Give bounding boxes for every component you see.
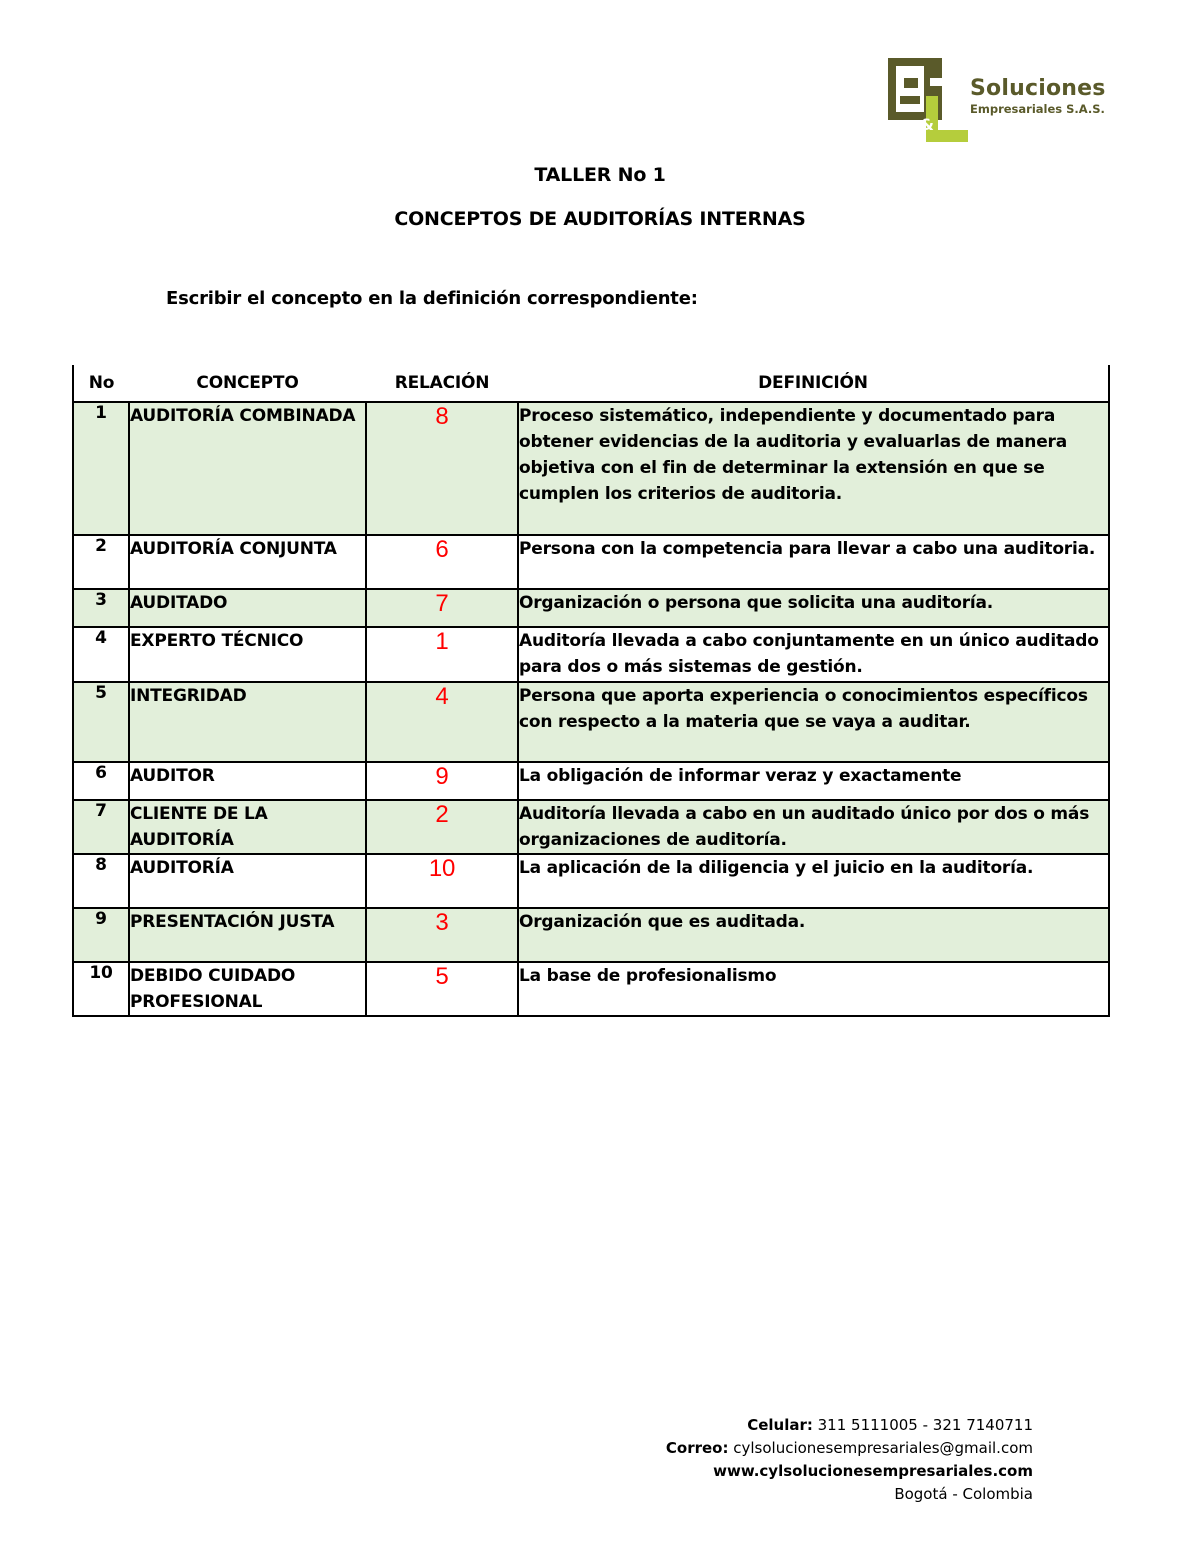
row-concept: AUDITADO xyxy=(129,589,366,627)
row-concept: AUDITORÍA CONJUNTA xyxy=(129,535,366,589)
company-logo xyxy=(886,56,1116,142)
row-relation-answer: 9 xyxy=(366,762,518,800)
row-relation-answer: 3 xyxy=(366,908,518,962)
email-address[interactable]: cylsolucionesempresariales@gmail.com xyxy=(733,1439,1033,1457)
phone-label: Celular: xyxy=(747,1416,813,1434)
row-number: 7 xyxy=(73,800,129,854)
header-no: No xyxy=(73,365,129,402)
row-concept: INTEGRIDAD xyxy=(129,682,366,762)
row-concept: AUDITOR xyxy=(129,762,366,800)
row-relation-answer: 4 xyxy=(366,682,518,762)
row-definition: Persona que aporta experiencia o conocimientos específicos con respecto a la materia que se vaya a auditar. xyxy=(518,682,1109,762)
row-definition: Auditoría llevada a cabo conjuntamente en un único auditado para dos o más sistemas de gestión. xyxy=(518,627,1109,682)
page-subtitle: CONCEPTOS DE AUDITORÍAS INTERNAS xyxy=(394,208,806,230)
table-row xyxy=(73,854,1109,908)
instruction-text: Escribir el concepto en la definición correspondiente: xyxy=(166,288,698,309)
page-title: TALLER No 1 xyxy=(534,164,666,186)
row-number: 9 xyxy=(73,908,129,962)
header-concepto: CONCEPTO xyxy=(129,365,366,402)
row-concept: EXPERTO TÉCNICO xyxy=(129,627,366,682)
row-number: 5 xyxy=(73,682,129,762)
table-header-row xyxy=(73,365,1109,402)
puzzle-logo-icon xyxy=(886,56,970,142)
email-line xyxy=(666,1437,1033,1460)
row-concept: PRESENTACIÓN JUSTA xyxy=(129,908,366,962)
table-row xyxy=(73,962,1109,1016)
svg-text:&: & xyxy=(920,115,934,134)
table-row xyxy=(73,762,1109,800)
website-link[interactable]: www.cylsolucionesempresariales.com xyxy=(713,1462,1033,1480)
row-number: 4 xyxy=(73,627,129,682)
row-relation-answer: 7 xyxy=(366,589,518,627)
row-relation-answer: 2 xyxy=(366,800,518,854)
phone-line xyxy=(666,1414,1033,1437)
row-relation-answer: 1 xyxy=(366,627,518,682)
table-row xyxy=(73,589,1109,627)
row-definition: La aplicación de la diligencia y el juicio en la auditoría. xyxy=(518,854,1109,908)
phone-numbers: 311 5111005 - 321 7140711 xyxy=(817,1416,1033,1434)
location-text: Bogotá - Colombia xyxy=(894,1485,1033,1503)
row-number: 10 xyxy=(73,962,129,1016)
row-concept: AUDITORÍA xyxy=(129,854,366,908)
row-relation-answer: 6 xyxy=(366,535,518,589)
row-concept: CLIENTE DE LA AUDITORÍA xyxy=(129,800,366,854)
row-number: 2 xyxy=(73,535,129,589)
header-definicion: DEFINICIÓN xyxy=(518,365,1109,402)
row-definition: Organización que es auditada. xyxy=(518,908,1109,962)
row-number: 1 xyxy=(73,402,129,535)
row-relation-answer: 5 xyxy=(366,962,518,1016)
row-definition: La base de profesionalismo xyxy=(518,962,1109,1016)
row-definition: Organización o persona que solicita una auditoría. xyxy=(518,589,1109,627)
table-row xyxy=(73,535,1109,589)
concepts-table xyxy=(72,365,1110,1017)
logo-name: Soluciones xyxy=(970,76,1106,101)
table-row xyxy=(73,800,1109,854)
row-definition: Persona con la competencia para llevar a cabo una auditoria. xyxy=(518,535,1109,589)
contact-footer xyxy=(666,1414,1033,1506)
table-row xyxy=(73,908,1109,962)
row-concept: AUDITORÍA COMBINADA xyxy=(129,402,366,535)
row-relation-answer: 8 xyxy=(366,402,518,535)
row-concept: DEBIDO CUIDADO PROFESIONAL xyxy=(129,962,366,1016)
header-relacion: RELACIÓN xyxy=(366,365,518,402)
row-number: 3 xyxy=(73,589,129,627)
row-relation-answer: 10 xyxy=(366,854,518,908)
logo-subtitle: Empresariales S.A.S. xyxy=(970,102,1105,116)
table-row xyxy=(73,402,1109,535)
table-row xyxy=(73,682,1109,762)
table-row xyxy=(73,627,1109,682)
row-definition: La obligación de informar veraz y exactamente xyxy=(518,762,1109,800)
email-label: Correo: xyxy=(665,1439,729,1457)
row-number: 8 xyxy=(73,854,129,908)
row-definition: Auditoría llevada a cabo en un auditado único por dos o más organizaciones de auditoría. xyxy=(518,800,1109,854)
row-number: 6 xyxy=(73,762,129,800)
row-definition: Proceso sistemático, independiente y documentado para obtener evidencias de la auditoria y evaluarlas de manera objetiva con el fin de determinar la extensión en que se cumplen los criterios de auditoria. xyxy=(518,402,1109,535)
